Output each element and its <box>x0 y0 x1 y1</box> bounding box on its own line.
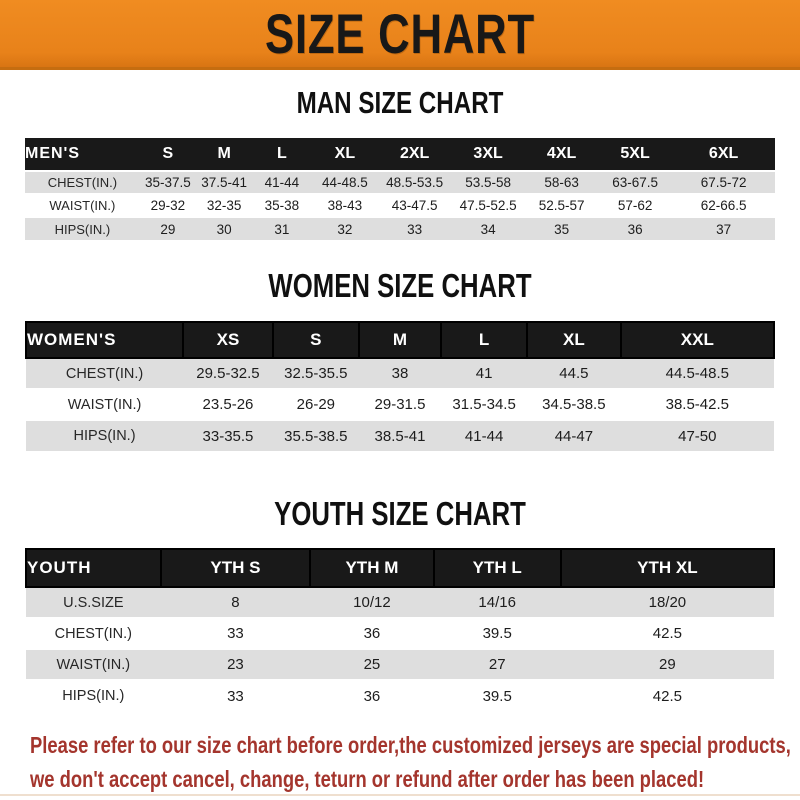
size-value-cell: 36 <box>310 680 433 711</box>
size-value-cell: 29.5-32.5 <box>183 358 273 389</box>
size-value-cell: 52.5-57 <box>525 194 598 217</box>
size-value-cell: 37.5-41 <box>196 171 252 194</box>
size-value-cell: 35 <box>525 217 598 240</box>
men-section-heading: MAN SIZE CHART <box>296 85 504 120</box>
size-value-cell: 38.5-42.5 <box>621 389 774 420</box>
size-value-cell: 29-32 <box>140 194 196 217</box>
banner <box>0 0 800 70</box>
measurement-row <box>26 649 774 680</box>
disclaimer-line-1: Please refer to our size chart before order,the customized jerseys are special products, <box>30 732 791 758</box>
size-value-cell: 33 <box>378 217 451 240</box>
size-column-header: XL <box>527 322 621 358</box>
measurement-row <box>26 420 774 451</box>
table-header-band <box>26 549 774 587</box>
row-label: WAIST(IN.) <box>25 194 140 217</box>
row-label: CHEST(IN.) <box>26 358 183 389</box>
size-value-cell: 38.5-41 <box>359 420 441 451</box>
size-column-header: YTH L <box>434 549 561 587</box>
disclaimer <box>0 732 800 793</box>
size-column-header: 5XL <box>598 138 672 171</box>
size-value-cell: 57-62 <box>598 194 672 217</box>
size-column-header: XL <box>312 138 379 171</box>
size-value-cell: 23.5-26 <box>183 389 273 420</box>
size-value-cell: 14/16 <box>434 587 561 618</box>
size-value-cell: 44.5-48.5 <box>621 358 774 389</box>
table-title: MEN'S <box>25 138 140 171</box>
size-value-cell: 42.5 <box>561 618 774 649</box>
row-label: HIPS(IN.) <box>25 217 140 240</box>
size-value-cell: 43-47.5 <box>378 194 451 217</box>
size-column-header: YTH S <box>161 549 311 587</box>
size-value-cell: 8 <box>161 587 311 618</box>
measurement-row <box>25 217 775 240</box>
size-value-cell: 29 <box>140 217 196 240</box>
row-label: HIPS(IN.) <box>26 420 183 451</box>
size-value-cell: 41-44 <box>441 420 527 451</box>
disclaimer-line-2: we don't accept cancel, change, teturn or refund after order has been placed! <box>30 766 705 792</box>
row-label: CHEST(IN.) <box>25 171 140 194</box>
size-column-header: YTH M <box>310 549 433 587</box>
bottom-divider-line <box>0 794 800 796</box>
table-header-band <box>25 138 775 171</box>
size-value-cell: 26-29 <box>273 389 359 420</box>
size-value-cell: 32.5-35.5 <box>273 358 359 389</box>
size-value-cell: 32-35 <box>196 194 252 217</box>
size-value-cell: 25 <box>310 649 433 680</box>
table-title: YOUTH <box>26 549 161 587</box>
row-label: CHEST(IN.) <box>26 618 161 649</box>
size-value-cell: 23 <box>161 649 311 680</box>
row-label: U.S.SIZE <box>26 587 161 618</box>
size-value-cell: 58-63 <box>525 171 598 194</box>
row-label: HIPS(IN.) <box>26 680 161 711</box>
row-label: WAIST(IN.) <box>26 649 161 680</box>
size-value-cell: 48.5-53.5 <box>378 171 451 194</box>
size-column-header: XXL <box>621 322 774 358</box>
size-value-cell: 35.5-38.5 <box>273 420 359 451</box>
size-value-cell: 35-38 <box>252 194 311 217</box>
size-value-cell: 62-66.5 <box>672 194 775 217</box>
size-value-cell: 35-37.5 <box>140 171 196 194</box>
size-value-cell: 31 <box>252 217 311 240</box>
size-value-cell: 36 <box>598 217 672 240</box>
table-header-band <box>26 322 774 358</box>
size-value-cell: 29 <box>561 649 774 680</box>
size-value-cell: 33-35.5 <box>183 420 273 451</box>
table-title: WOMEN'S <box>26 322 183 358</box>
size-value-cell: 37 <box>672 217 775 240</box>
size-value-cell: 41 <box>441 358 527 389</box>
size-value-cell: 42.5 <box>561 680 774 711</box>
measurement-row <box>26 618 774 649</box>
size-value-cell: 10/12 <box>310 587 433 618</box>
measurement-row <box>25 194 775 217</box>
measurement-row <box>25 171 775 194</box>
size-column-header: YTH XL <box>561 549 774 587</box>
section-youth <box>0 495 800 711</box>
banner-title: SIZE CHART <box>265 2 535 65</box>
size-value-cell: 30 <box>196 217 252 240</box>
size-value-cell: 34.5-38.5 <box>527 389 621 420</box>
size-value-cell: 39.5 <box>434 680 561 711</box>
women-section-heading: WOMEN SIZE CHART <box>268 267 532 304</box>
size-value-cell: 18/20 <box>561 587 774 618</box>
size-value-cell: 33 <box>161 618 311 649</box>
size-value-cell: 32 <box>312 217 379 240</box>
size-column-header: XS <box>183 322 273 358</box>
size-value-cell: 27 <box>434 649 561 680</box>
size-value-cell: 44-47 <box>527 420 621 451</box>
youth-size-table-wrap <box>25 548 775 711</box>
size-column-header: S <box>273 322 359 358</box>
size-value-cell: 44-48.5 <box>312 171 379 194</box>
size-column-header: M <box>359 322 441 358</box>
size-table <box>25 548 775 711</box>
size-column-header: M <box>196 138 252 171</box>
size-value-cell: 67.5-72 <box>672 171 775 194</box>
size-value-cell: 29-31.5 <box>359 389 441 420</box>
size-value-cell: 34 <box>451 217 525 240</box>
size-value-cell: 38-43 <box>312 194 379 217</box>
women-size-table-wrap <box>25 321 775 451</box>
size-value-cell: 47.5-52.5 <box>451 194 525 217</box>
section-women <box>0 267 800 451</box>
size-value-cell: 39.5 <box>434 618 561 649</box>
size-column-header: 6XL <box>672 138 775 171</box>
size-value-cell: 38 <box>359 358 441 389</box>
size-column-header: L <box>252 138 311 171</box>
measurement-row <box>26 358 774 389</box>
size-column-header: 4XL <box>525 138 598 171</box>
size-value-cell: 31.5-34.5 <box>441 389 527 420</box>
size-value-cell: 47-50 <box>621 420 774 451</box>
size-value-cell: 36 <box>310 618 433 649</box>
section-men <box>0 85 800 240</box>
size-value-cell: 63-67.5 <box>598 171 672 194</box>
measurement-row <box>26 680 774 711</box>
size-value-cell: 41-44 <box>252 171 311 194</box>
size-value-cell: 33 <box>161 680 311 711</box>
measurement-row <box>26 587 774 618</box>
measurement-row <box>26 389 774 420</box>
size-column-header: 3XL <box>451 138 525 171</box>
size-value-cell: 53.5-58 <box>451 171 525 194</box>
size-table <box>25 321 775 451</box>
youth-section-heading: YOUTH SIZE CHART <box>274 495 526 532</box>
size-table <box>25 138 775 240</box>
men-size-table-wrap <box>25 138 775 240</box>
size-column-header: L <box>441 322 527 358</box>
size-column-header: S <box>140 138 196 171</box>
row-label: WAIST(IN.) <box>26 389 183 420</box>
size-column-header: 2XL <box>378 138 451 171</box>
size-value-cell: 44.5 <box>527 358 621 389</box>
